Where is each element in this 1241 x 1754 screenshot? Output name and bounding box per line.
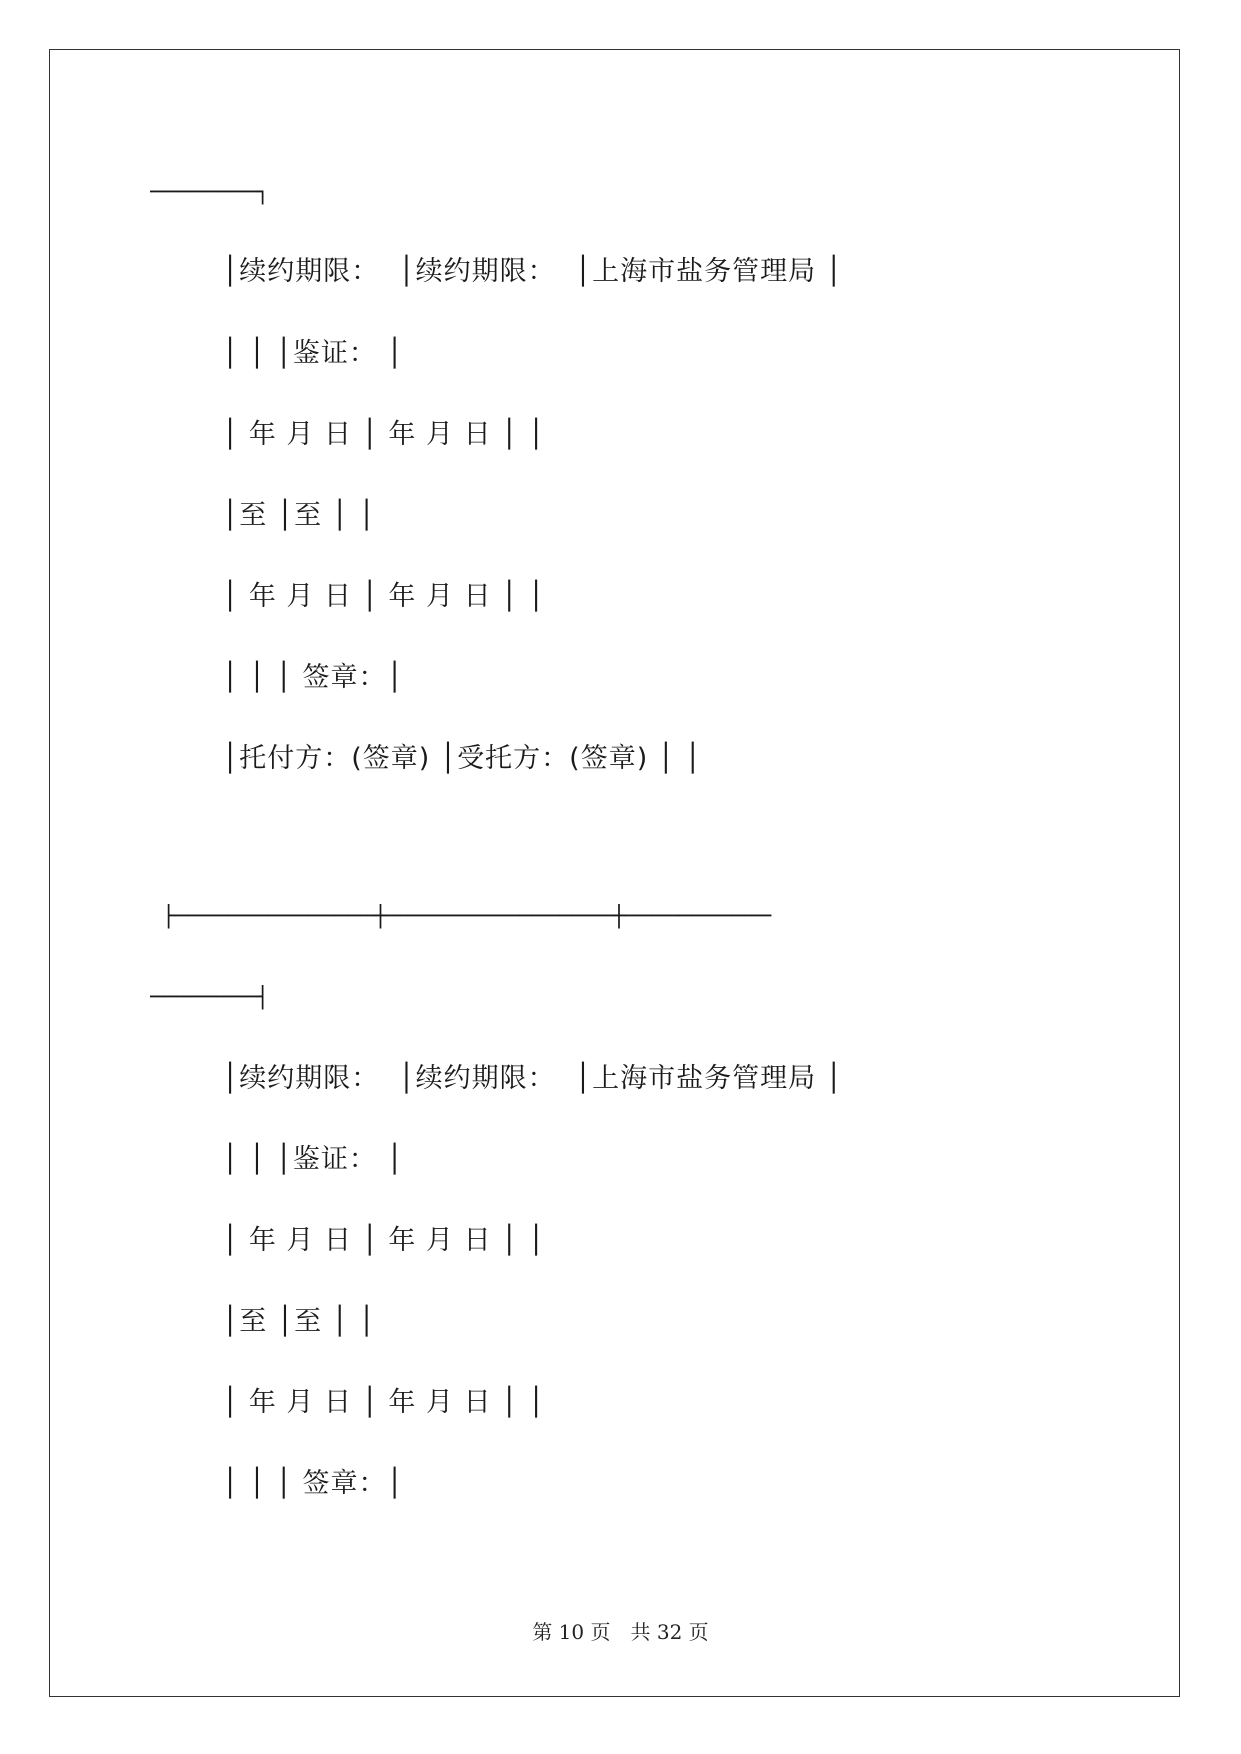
top-line-7: │托付方：(签章) │受托方：(签章) │ │ xyxy=(222,743,702,774)
bottom-line-3: │ 年 月 日 │ 年 月 日 │ │ xyxy=(222,1225,546,1256)
top-line-2: │ │ │鉴证： │ xyxy=(222,338,404,369)
bottom-line-4: │至 │至 │ │ xyxy=(222,1306,376,1337)
page-footer: 第 10 页 共 32 页 xyxy=(532,1620,709,1644)
bottom-line-6: │ │ │ 签章：│ xyxy=(222,1468,404,1499)
top-line-4: │至 │至 │ │ xyxy=(222,500,376,531)
bottom-line-2: │ │ │鉴证： │ xyxy=(222,1144,404,1175)
top-line-3: │ 年 月 日 │ 年 月 日 │ │ xyxy=(222,419,546,450)
top-line-1: │续约期限： │续约期限： │上海市盐务管理局 │ xyxy=(222,256,843,287)
top-rule: ────────┐ xyxy=(150,180,270,205)
bottom-line-5: │ 年 月 日 │ 年 月 日 │ │ xyxy=(222,1387,546,1418)
top-line-5: │ 年 月 日 │ 年 月 日 │ │ xyxy=(222,581,546,612)
page-border xyxy=(49,49,1180,1697)
top-line-6: │ │ │ 签章：│ xyxy=(222,662,404,693)
divider-rule: ├───────────────┼─────────────────┼─────────── xyxy=(162,904,772,929)
bottom-rule: ────────┤ xyxy=(150,985,270,1010)
bottom-line-1: │续约期限： │续约期限： │上海市盐务管理局 │ xyxy=(222,1063,843,1094)
